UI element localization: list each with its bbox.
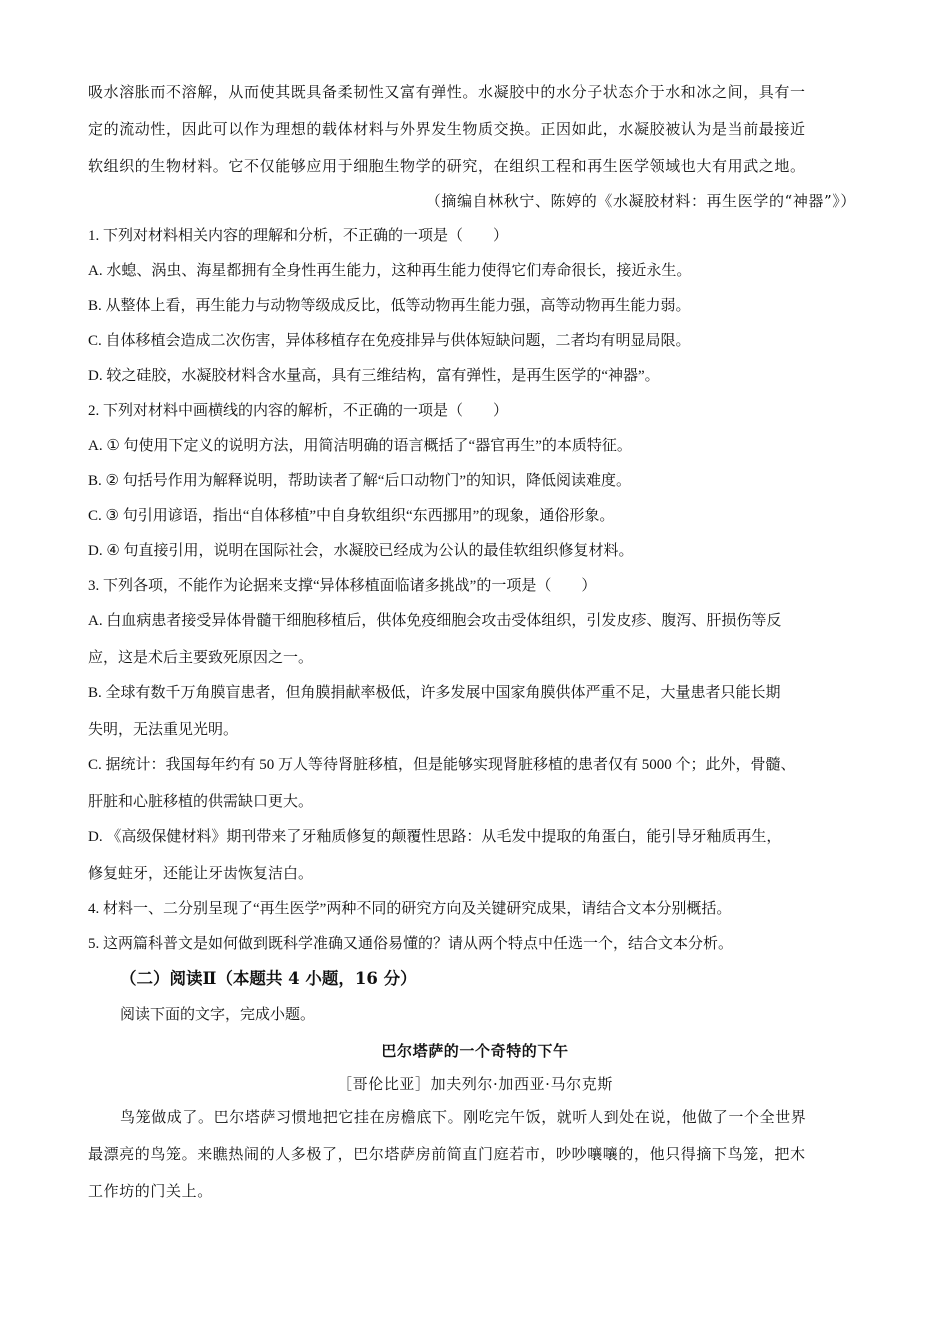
source-note: （摘编自林秋宁、陈婷的《水凝胶材料：再生医学的“神器”》）: [425, 192, 856, 210]
question-3-stem: 3. 下列各项，不能作为论据来支撑“异体移植面临诸多挑战”的一项是（ ）: [88, 578, 597, 594]
question-3-option-c-cont: 肝脏和心脏移植的供需缺口更大。: [88, 794, 314, 810]
story-author: ［哥伦比亚］加夫列尔·加西亚·马尔克斯: [337, 1075, 613, 1093]
story-title: 巴尔塔萨的一个奇特的下午: [381, 1042, 569, 1060]
question-3-option-a-cont: 应，这是术后主要致死原因之一。: [88, 650, 314, 666]
question-1-stem: 1. 下列对材料相关内容的理解和分析，不正确的一项是（ ）: [88, 228, 509, 244]
question-3-option-c: C. 据统计：我国每年约有 50 万人等待肾脏移植，但是能够实现肾脏移植的患者仅有 5000 个；此外，骨髓、: [88, 757, 796, 773]
passage-line: 吸水溶胀而不溶解，从而使其既具备柔韧性又富有弹性。水凝胶中的水分子状态介于水和冰之间，具有一: [88, 83, 806, 101]
section-instruction: 阅读下面的文字，完成小题。: [120, 1007, 316, 1023]
question-1-option-c: C. 自体移植会造成二次伤害，异体移植存在免疫排异与供体短缺问题，二者均有明显局限。: [88, 333, 691, 349]
section-heading: （二）阅读Ⅱ（本题共 4 小题，16 分）: [120, 969, 417, 988]
story-paragraph-line: 最漂亮的鸟笼。来瞧热闹的人多极了，巴尔塔萨房前简直门庭若市，吵吵嚷嚷的，他只得摘下鸟笼，把木: [88, 1145, 806, 1163]
question-2-option-b: B. ② 句括号作用为解释说明，帮助读者了解“后口动物门”的知识，降低阅读难度。: [88, 473, 632, 489]
question-2-option-a: A. ① 句使用下定义的说明方法，用简洁明确的语言概括了“器官再生”的本质特征。: [88, 438, 632, 454]
question-1-option-a: A. 水螅、涡虫、海星都拥有全身性再生能力，这种再生能力使得它们寿命很长，接近永生。: [88, 263, 692, 279]
question-2-option-c: C. ③ 句引用谚语，指出“自体移植”中自身软组织“东西挪用”的现象，通俗形象。: [88, 508, 615, 524]
question-3-option-b: B. 全球有数千万角膜盲患者，但角膜捐献率极低，许多发展中国家角膜供体严重不足，大量患者只能长期: [88, 685, 781, 701]
question-5: 5. 这两篇科普文是如何做到既科学准确又通俗易懂的？请从两个特点中任选一个，结合文本分析。: [88, 936, 734, 952]
question-4: 4. 材料一、二分别呈现了“再生医学”两种不同的研究方向及关键研究成果，请结合文本分别概括。: [88, 901, 732, 917]
question-3-option-d: D. 《高级保健材料》期刊带来了牙釉质修复的颠覆性思路：从毛发中提取的角蛋白，能引导牙釉质再生，: [88, 829, 782, 845]
question-1-option-b: B. 从整体上看，再生能力与动物等级成反比，低等动物再生能力强，高等动物再生能力弱。: [88, 298, 691, 314]
question-2-stem: 2. 下列对材料中画横线的内容的解析，不正确的一项是（ ）: [88, 403, 509, 419]
story-paragraph-line: 工作坊的门关上。: [88, 1182, 213, 1200]
passage-line: 定的流动性，因此可以作为理想的载体材料与外界发生物质交换。正因如此，水凝胶被认为是当前最接近: [88, 120, 806, 138]
question-3-option-a: A. 白血病患者接受异体骨髓干细胞移植后，供体免疫细胞会攻击受体组织，引发皮疹、腹泻、肝损伤等反: [88, 613, 782, 629]
passage-line: 软组织的生物材料。它不仅能够应用于细胞生物学的研究，在组织工程和再生医学领域也大有用武之地。: [88, 157, 806, 175]
question-1-option-d: D. 较之硅胶，水凝胶材料含水量高，具有三维结构，富有弹性，是再生医学的“神器”。: [88, 368, 660, 384]
question-3-option-b-cont: 失明，无法重见光明。: [88, 722, 239, 738]
story-paragraph-line: 鸟笼做成了。巴尔塔萨习惯地把它挂在房檐底下。刚吃完午饭，就听人到处在说，他做了一个全世界: [120, 1108, 807, 1126]
question-2-option-d: D. ④ 句直接引用，说明在国际社会，水凝胶已经成为公认的最佳软组织修复材料。: [88, 543, 634, 559]
question-3-option-d-cont: 修复蛀牙，还能让牙齿恢复洁白。: [88, 866, 314, 882]
